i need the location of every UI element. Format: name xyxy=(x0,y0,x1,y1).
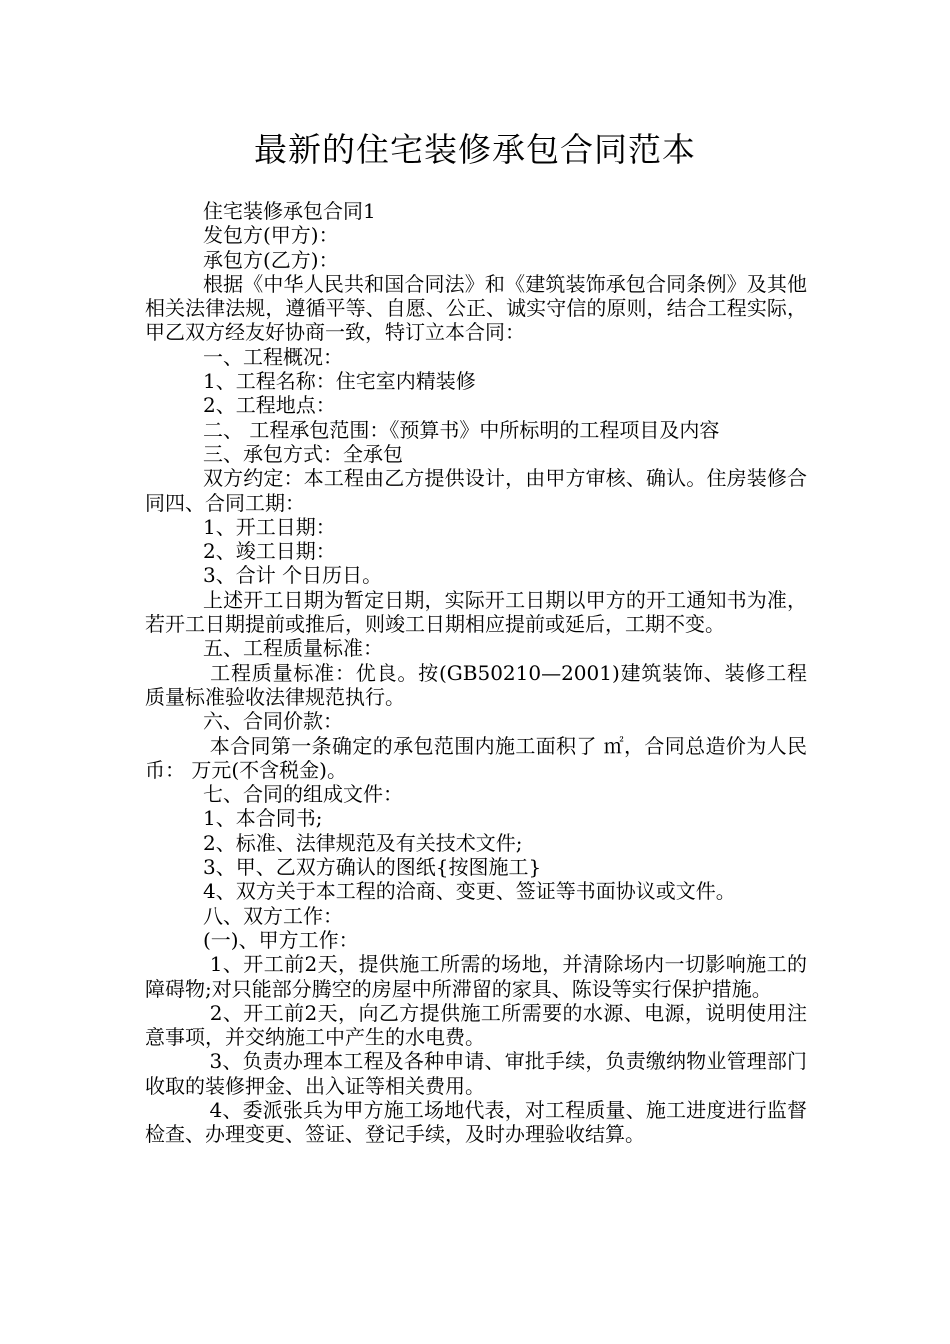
paragraph: 本合同第一条确定的承包范围内施工面积了 ㎡，合同总造价为人民币： 万元(不含税金)。 xyxy=(145,733,807,782)
paragraph: 1、工程名称：住宅室内精装修 xyxy=(203,369,476,394)
paragraph: (一)、甲方工作： xyxy=(203,927,359,952)
paragraph: 住宅装修承包合同1 xyxy=(203,199,376,223)
paragraph: 4、委派张兵为甲方施工场地代表，对工程质量、施工进度进行监督检查、办理变更、签证、登记手续，及时办理验收结算。 xyxy=(145,1097,807,1147)
paragraph: 根据《中华人民共和国合同法》和《建筑装饰承包合同条例》及其他相关法律法规，遵循平等、自愿、公正、诚实守信的原则，结合工程实际，甲乙双方经友好协商一致，特订立本合同： xyxy=(145,271,807,345)
paragraph: 1、开工前2天，提供施工所需的场地，并清除场内一切影响施工的障碍物;对只能部分腾空的房屋中所滞留的家具、陈设等实行保护措施。 xyxy=(145,952,807,1001)
paragraph: 三、承包方式：全承包 xyxy=(203,441,403,466)
paragraph: 2、开工前2天，向乙方提供施工所需要的水源、电源，说明使用注意事项，并交纳施工中产生的水电费。 xyxy=(145,1000,807,1050)
paragraph: 3、甲、乙双方确认的图纸{按图施工} xyxy=(203,855,542,880)
paragraph: 五、工程质量标准： xyxy=(203,636,383,661)
document-title: 最新的住宅装修承包合同范本 xyxy=(254,130,696,169)
paragraph: 2、竣工日期： xyxy=(203,539,336,564)
document-body xyxy=(145,199,807,1147)
paragraph: 工程质量标准：优良。按(GB50210—2001)建筑装饰、装修工程质量标准验收法律规范执行。 xyxy=(145,660,807,709)
paragraph: 二、 工程承包范围：《预算书》中所标明的工程项目及内容 xyxy=(203,417,720,442)
paragraph: 1、本合同书; xyxy=(203,806,323,831)
paragraph: 2、工程地点： xyxy=(203,393,336,418)
paragraph: 一、工程概况： xyxy=(203,344,343,369)
paragraph: 七、合同的组成文件： xyxy=(203,782,403,807)
paragraph: 六、合同价款： xyxy=(203,709,343,734)
paragraph: 3、负责办理本工程及各种申请、审批手续，负责缴纳物业管理部门收取的装修押金、出入证等相关费用。 xyxy=(145,1049,807,1098)
paragraph: 1、开工日期： xyxy=(203,514,336,539)
paragraph: 4、双方关于本工程的洽商、变更、签证等书面协议或文件。 xyxy=(203,879,736,904)
paragraph: 八、双方工作： xyxy=(203,903,343,928)
paragraph: 承包方(乙方)： xyxy=(203,247,339,272)
paragraph: 上述开工日期为暂定日期，实际开工日期以甲方的开工通知书为准，若开工日期提前或推后，则竣工日期相应提前或延后，工期不变。 xyxy=(145,587,807,637)
paragraph: 3、合计 个日历日。 xyxy=(203,563,383,588)
paragraph: 发包方(甲方)： xyxy=(203,223,339,248)
paragraph: 双方约定：本工程由乙方提供设计，由甲方审核、确认。住房装修合同四、合同工期： xyxy=(145,466,807,515)
paragraph: 2、标准、法律规范及有关技术文件; xyxy=(203,830,523,855)
